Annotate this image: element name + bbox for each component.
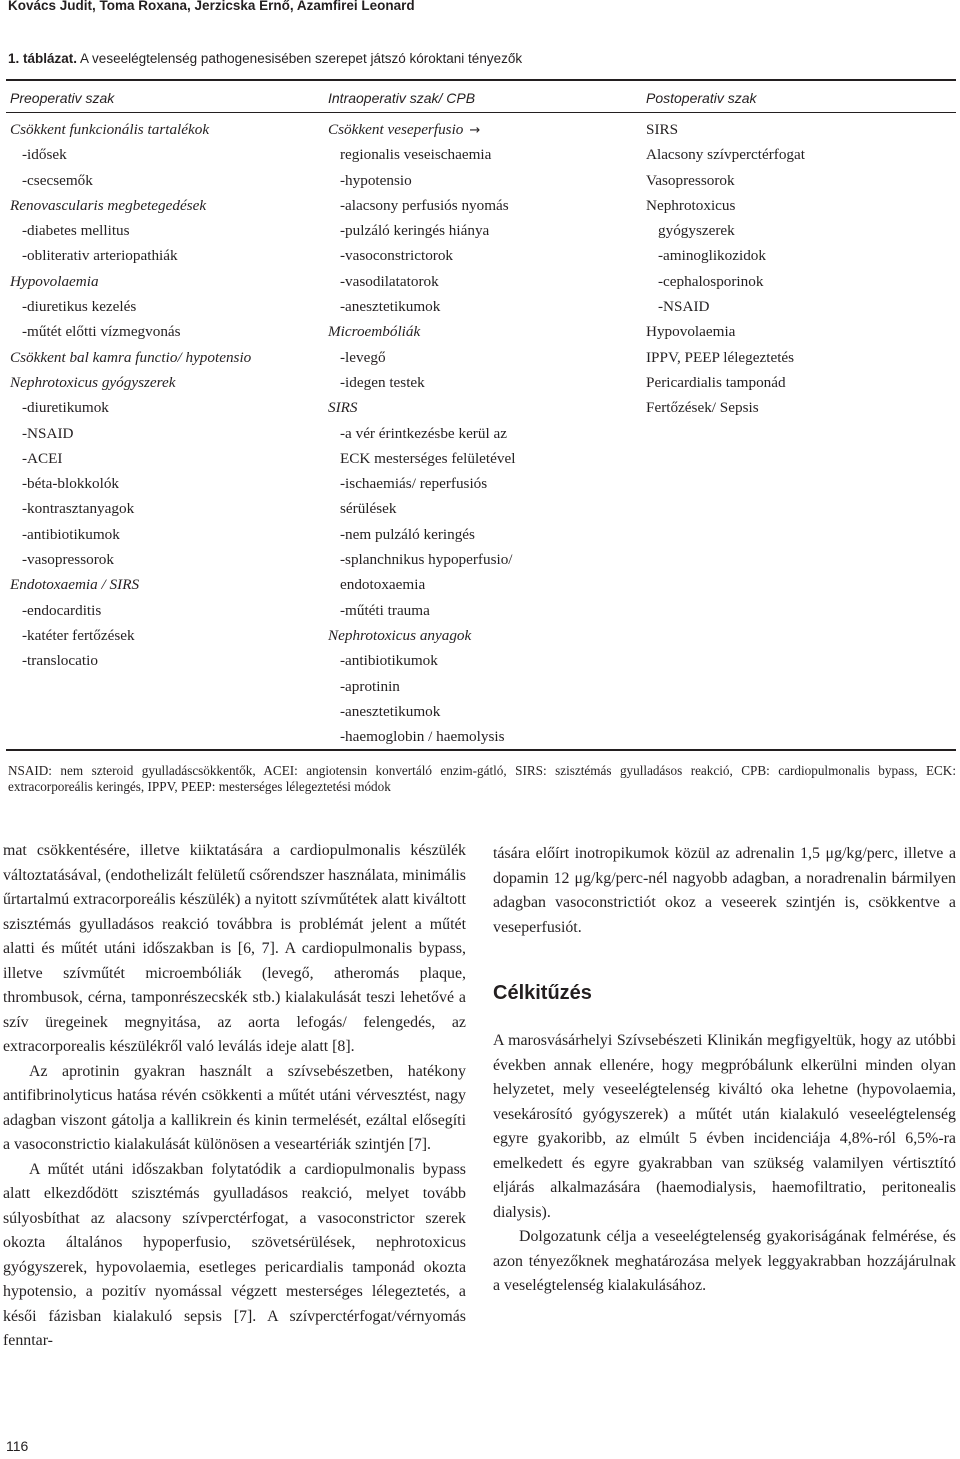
body-paragraph: tására előírt inotropikumok közül az adrenalin 1,5 μg/kg/perc, illetve a dopamin 12 μg/kg/perc-nél nagyobb adagban, a noradrenalin bármilyen adagban vasoconstrictiót okoz a veseerek szintjén is, csökkentve a veseperfusiót.: [493, 845, 956, 936]
table-cell-line: [328, 572, 633, 597]
table-cell-text: -alacsony perfusiós nyomás: [340, 196, 509, 214]
table-cell-text: -katéter fertőzések: [22, 626, 135, 644]
table-cell-text: Csökkent funkcionális tartalékok: [10, 121, 210, 138]
table-header-postoperative: Postoperativ szak: [646, 90, 757, 106]
table-cell-text: Microembóliák: [328, 323, 421, 341]
table-cell-line: [328, 623, 633, 648]
table-cell-text: -splanchnikus hypoperfusio/: [340, 551, 513, 569]
table-cell-line: [646, 218, 951, 243]
table-cell-text: -vasoconstrictorok: [340, 247, 454, 265]
table-cell-line: [10, 648, 315, 673]
running-head: Kovács Judit, Toma Roxana, Jerzicska Ernő, Azamfirei Leonard: [8, 0, 415, 13]
page-number: 116: [6, 1438, 29, 1454]
table-cell-line: [10, 446, 315, 471]
table-cell-text: gyógyszerek: [658, 222, 735, 240]
table-cell-text: Alacsony szívperctérfogat: [646, 146, 805, 164]
section-heading: Célkitűzés: [493, 982, 592, 1004]
table-cell-text: -aprotinin: [340, 677, 400, 695]
table-cell-text: -pulzáló keringés hiánya: [340, 222, 490, 240]
table-cell-text: -kontrasztanyagok: [22, 500, 135, 518]
table-cell-line: [328, 319, 633, 344]
table-cell-line: [10, 572, 315, 597]
table-caption-text: A veseelégtelenség pathogenesisében szerepet játszó kóroktani tényezők: [80, 51, 523, 66]
table-cell-text: -idegen testek: [340, 373, 425, 391]
table-cell-line: [328, 269, 633, 294]
table-cell-line: [10, 319, 315, 344]
table-cell-text: Endotoxaemia / SIRS: [10, 576, 140, 594]
table-cell-line: [646, 117, 951, 142]
body-column-right: [493, 842, 956, 1299]
table-cell-text: IPPV, PEEP lélegeztetés: [646, 348, 795, 366]
table-cell-line: [328, 674, 633, 699]
table-cell-line: [646, 168, 951, 193]
table-cell-text: -diabetes mellitus: [22, 222, 130, 240]
table-cell-text: SIRS: [328, 399, 358, 417]
table-cell-text: -műtét előtti vízmegvonás: [22, 323, 181, 341]
body-column-left: [3, 839, 466, 1354]
table-column-postoperative: [646, 117, 951, 421]
table-cell-line: [646, 193, 951, 218]
table-cell-line: [328, 370, 633, 395]
table-column-intraoperative: [328, 117, 633, 749]
body-paragraph: Az aprotinin gyakran használt a szívsebészetben, hatékony antifibrinolyticus hatása révén csökkenti a műtét utáni vérvesztést, nagy adagban viszont gátolja a kallikrein és kinin termelését, ezáltal elősegíti a vasoconstrictio kialakulását különösen a veseartériák szintjén [7].: [3, 1062, 466, 1153]
table-cell-text: Vasopressorok: [646, 171, 735, 189]
table-cell-text: Hypovolaemia: [10, 272, 99, 290]
table-cell-line: [10, 471, 315, 496]
table-cell-text: -vasopressorok: [22, 551, 114, 569]
table-cell-text: sérülések: [340, 500, 397, 518]
table-cell-line: [646, 142, 951, 167]
table-cell-line: [646, 243, 951, 268]
table-cell-line: [328, 699, 633, 724]
table-cell-text: -vasodilatatorok: [340, 272, 439, 290]
table-cell-text: ECK mesterséges felületével: [340, 449, 516, 467]
table-cell-text: -diuretikumok: [22, 399, 109, 417]
table-cell-text: Csökkent bal kamra functio/ hypotensio: [10, 348, 252, 366]
table-cell-line: [328, 395, 633, 420]
table-cell-line: [328, 345, 633, 370]
table-cell-line: [10, 345, 315, 370]
table-cell-line: [10, 193, 315, 218]
table-header-intraoperative: Intraoperativ szak/ CPB: [328, 90, 476, 106]
table-cell-text: -endocarditis: [22, 601, 102, 619]
table-cell-text: Hypovolaemia: [646, 323, 736, 341]
table-cell-line: [646, 370, 951, 395]
table-cell-line: [10, 623, 315, 648]
table-cell-line: [646, 319, 951, 344]
table-cell-text: SIRS: [646, 121, 679, 138]
table-cell-line: [328, 117, 633, 142]
table-cell-text: Nephrotoxicus gyógyszerek: [10, 373, 176, 391]
body-paragraph: A műtét utáni időszakban folytatódik a cardiopulmonalis bypass alatt elkezdődött szisztémás gyulladásos reakció, melyet tovább súlyosbíthat az alacsony szívperctérfogat, a vasoconstrictor szerek okozta általános hypoperfusio, szövetsérülések, nephrotoxicus gyógyszerek, hypovolaemia, esetleges pericardialis tamponád okozta hypotensio, a pozitív nyomással végzett mesterséges lélegeztetés, a késői fázisban kialakuló sepsis [7]. A szívperctérfogat/vérnyomás fenntar-: [3, 1160, 466, 1349]
table-cell-line: [328, 421, 633, 446]
table-cell-line: [10, 218, 315, 243]
table-cell-line: [328, 547, 633, 572]
table-cell-text: -obliterativ arteriopathiák: [22, 247, 178, 265]
table-cell-text: Pericardialis tamponád: [646, 373, 786, 391]
table-cell-line: [10, 142, 315, 167]
table-cell-text: Csökkent veseperfusio: [328, 121, 464, 138]
table-cell-line: [10, 421, 315, 446]
table-cell-text: -NSAID: [22, 424, 74, 442]
table-cell-text: Fertőzések/ Sepsis: [646, 399, 759, 417]
table-cell-text: -anesztetikumok: [340, 298, 441, 316]
table-cell-text: Nephrotoxicus anyagok: [328, 626, 472, 644]
table-cell-line: [328, 168, 633, 193]
body-paragraph: A marosvásárhelyi Szívsebészeti Klinikán megfigyeltük, hogy az utóbbi években annak ellenére, hogy megpróbálunk elkerülni minden olyan helyzetet, mely veseelégtelenség kiváltó oka lehetne (hypovolaemia, vesekárosító gyógyszerek) a műtét után kialakuló veseelégtelenség egyre gyakoribb, az elmúlt 5 évben incidenciája 4,8%-ról 6,5%-ra emelkedett és egyre gyakrabban van szükség valamilyen vértisztító eljárás alkalmazására (haemodialysis, haemofiltratio, peritonealis dialysis).: [493, 1032, 956, 1221]
table-cell-text: endotoxaemia: [340, 576, 426, 594]
table-cell-line: [328, 193, 633, 218]
table-cell-text: -aminoglikozidok: [658, 247, 766, 265]
table-cell-line: [10, 496, 315, 521]
table-cell-line: [10, 117, 315, 142]
table-cell-text: -levegő: [340, 348, 386, 366]
table-cell-line: [10, 395, 315, 420]
table-cell-line: [328, 648, 633, 673]
table-cell-text: -diuretikus kezelés: [22, 298, 137, 316]
table-header-preoperative: Preoperativ szak: [10, 90, 115, 106]
table-cell-line: [328, 243, 633, 268]
table-cell-line: [10, 294, 315, 319]
table-cell-line: [328, 142, 633, 167]
table-cell-text: Renovascularis megbetegedések: [10, 196, 207, 214]
table-cell-line: [10, 370, 315, 395]
table-footnote: NSAID: nem szteroid gyulladáscsökkentők, ACEI: angiotensin konvertáló enzim-gátló, SIRS: szisztémás gyulladásos reakció, CPB: cardiopulmonalis bypass, ECK: extracorporeális keringés, IPPV, PEEP: mesterséges lélegeztetési módok: [8, 763, 956, 794]
table-cell-line: [10, 598, 315, 623]
table-cell-line: [10, 243, 315, 268]
table-cell-text: -csecsemők: [22, 171, 93, 189]
table-cell-line: [10, 168, 315, 193]
right-arrow-icon: →: [469, 123, 481, 138]
table-cell-line: [646, 294, 951, 319]
table-cell-line: [328, 294, 633, 319]
table-header-rule: [6, 112, 956, 113]
table-cell-text: -cephalosporinok: [658, 272, 764, 290]
table-cell-text: -nem pulzáló keringés: [340, 525, 475, 543]
table-cell-line: [328, 446, 633, 471]
table-column-preoperative: [10, 117, 315, 674]
table-cell-line: [10, 547, 315, 572]
table-cell-line: [328, 496, 633, 521]
table-cell-text: -hypotensio: [340, 171, 412, 189]
body-paragraph: mat csökkentésére, illetve kiiktatására a cardiopulmonalis készülék változtatásával, (endothelizált felületű csőrendszer használata, minimális űrtartalmú extracorporeális készülék) a nyitott szívműtétek alatt kiváltott szisztémás gyulladásos reakció továbbra is problémát jelent a műtét alatti és műtét utáni időszakban is [6, 7]. A cardiopulmonalis bypass, illetve szívműtét microembóliák (levegő, atheromás plaque, thrombusok, cérna, tamponrészecskék stb.) kialakulását teszi lehetővé a szív üregeinek megnyitása, az aorta lefogás/ felengedés, az extracorporealis készülékről való leválás ideje alatt [8].: [3, 842, 466, 1055]
table-top-rule: [6, 79, 956, 81]
body-paragraph: Dolgozatunk célja a veseelégtelenség gyakoriságának felmérése, és azon tényezőknek meghatározása melyek leggyakrabban hozzájárulnak a veselégtelenség kialakulásához.: [493, 1228, 956, 1294]
table-cell-line: [328, 724, 633, 749]
table-cell-text: -anesztetikumok: [340, 702, 441, 720]
table-cell-text: -műtéti trauma: [340, 601, 430, 619]
table-cell-line: [328, 218, 633, 243]
table-cell-text: -béta-blokkolók: [22, 475, 120, 493]
table-cell-text: -ischaemiás/ reperfusiós: [340, 475, 488, 493]
table-cell-text: -NSAID: [658, 298, 710, 316]
table-cell-text: -translocatio: [22, 652, 98, 670]
table-cell-text: -antibiotikumok: [22, 525, 120, 543]
table-cell-text: -ACEI: [22, 449, 63, 467]
table-cell-line: [328, 471, 633, 496]
table-cell-line: [646, 269, 951, 294]
table-cell-line: [646, 345, 951, 370]
table-cell-line: [10, 522, 315, 547]
table-cell-text: regionalis veseischaemia: [340, 146, 492, 164]
table-cell-text: -haemoglobin / haemolysis: [340, 728, 505, 746]
table-cell-line: [328, 522, 633, 547]
table-cell-text: -idősek: [22, 146, 67, 164]
table-cell-line: [10, 269, 315, 294]
table-caption: [8, 51, 522, 66]
table-cell-text: -antibiotikumok: [340, 652, 438, 670]
table-cell-text: -a vér érintkezésbe kerül az: [340, 424, 507, 442]
table-caption-label: 1. táblázat.: [8, 51, 78, 66]
table-cell-line: [646, 395, 951, 420]
table-cell-line: [328, 598, 633, 623]
table-cell-text: Nephrotoxicus: [646, 196, 736, 214]
